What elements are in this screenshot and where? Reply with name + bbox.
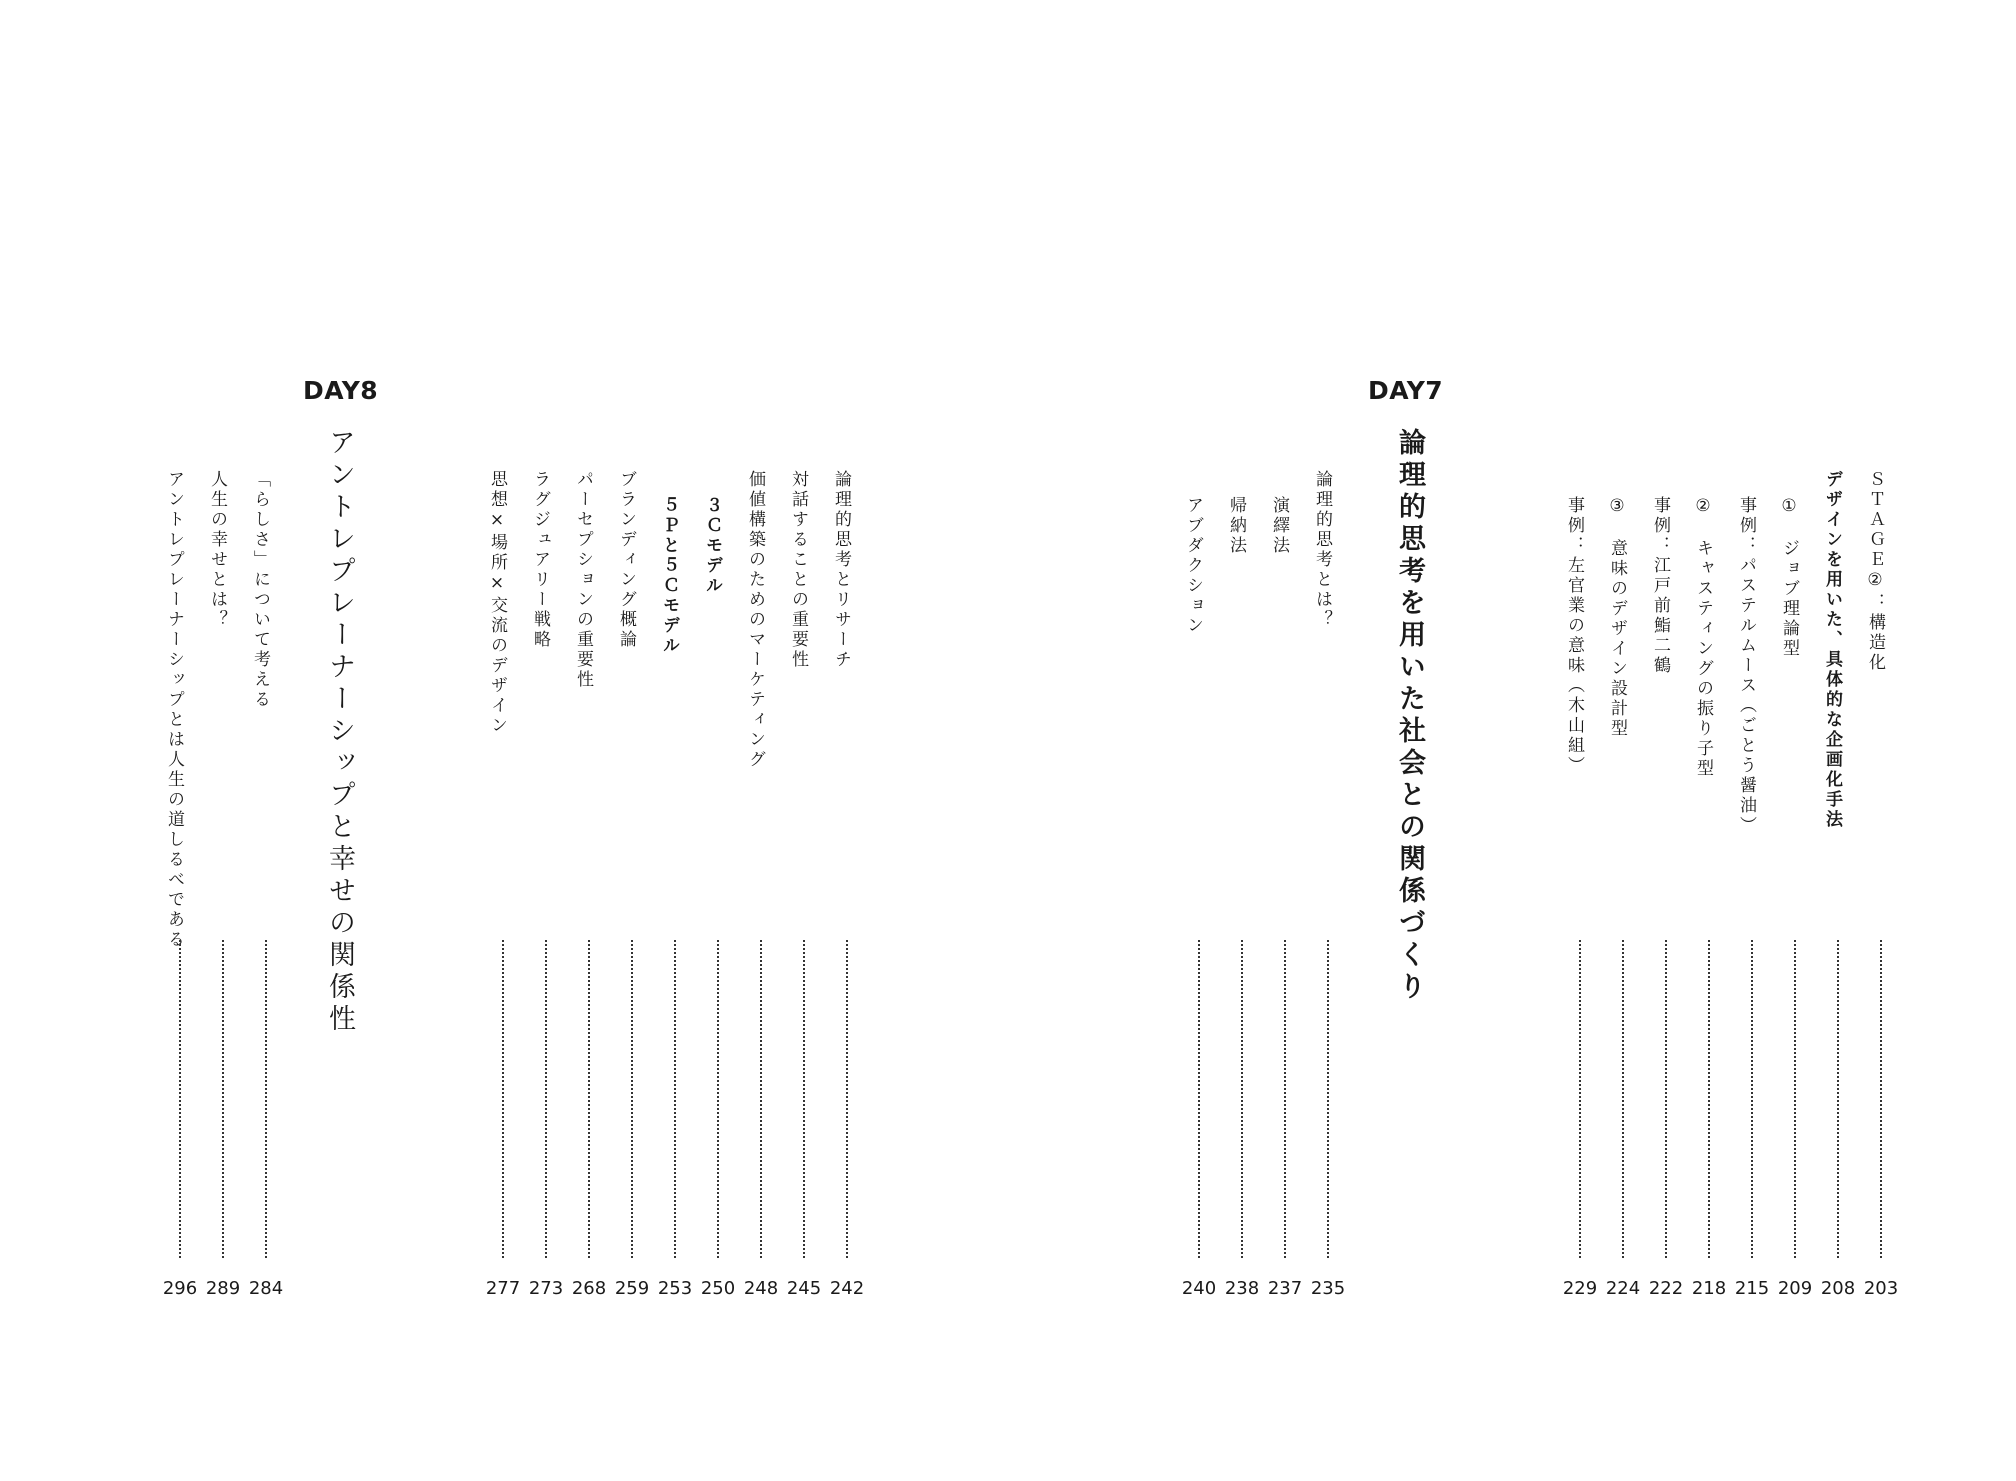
- toc-entry-title: パーセプションの重要性: [573, 470, 593, 690]
- toc-entry-title: 帰納法: [1226, 496, 1246, 556]
- toc-entry: [205, 470, 241, 1299]
- toc-page-number: 218: [1691, 1278, 1727, 1299]
- dot-leader: [545, 940, 547, 1258]
- toc-entry-title: 人生の幸せとは？: [207, 470, 227, 630]
- toc-entry: [1267, 496, 1303, 1318]
- dot-leader: [265, 940, 267, 1258]
- dot-leader: [1327, 940, 1329, 1258]
- toc-page-number: 284: [248, 1278, 284, 1299]
- toc-entry-title: 事例：左官業の意味（木山組）: [1564, 496, 1584, 776]
- toc-entry: [743, 470, 779, 1299]
- dot-leader: [1284, 940, 1286, 1258]
- dot-leader: [1241, 940, 1243, 1258]
- toc-entry-title: ３Ｃモデル: [702, 496, 722, 596]
- toc-entry: [1224, 496, 1260, 1318]
- toc-entry-title: ① ジョブ理論型: [1779, 496, 1799, 659]
- toc-entry-title: デザインを用いた、具体的な企画化手法: [1822, 470, 1842, 830]
- toc-entry-title: ５Ｐと５Ｃモデル: [659, 496, 679, 656]
- toc-entry: [1863, 470, 1899, 1299]
- day7-label: DAY7: [1368, 376, 1444, 405]
- toc-entry: [485, 470, 521, 1299]
- toc-page-number: 277: [485, 1278, 521, 1299]
- toc-entry: [614, 470, 650, 1299]
- toc-entry-title: ③ 意味のデザイン設計型: [1607, 496, 1627, 739]
- dot-leader: [1198, 940, 1200, 1258]
- dot-leader: [1794, 940, 1796, 1258]
- dot-leader: [760, 940, 762, 1258]
- toc-page-number: 250: [700, 1278, 736, 1299]
- toc-page-number: 208: [1820, 1278, 1856, 1299]
- toc-page-number: 209: [1777, 1278, 1813, 1299]
- dot-leader: [502, 940, 504, 1258]
- toc-entry-title: 対話することの重要性: [788, 470, 808, 670]
- toc-entry: [1777, 496, 1813, 1318]
- toc-entry-title: アブダクション: [1183, 496, 1203, 636]
- toc-entry: [657, 496, 693, 1318]
- dot-leader: [1665, 940, 1667, 1258]
- toc-entry-title: ラグジュアリー戦略: [530, 470, 550, 650]
- toc-entry-title: 論理的思考とは？: [1312, 470, 1332, 630]
- day8-label: DAY8: [303, 376, 379, 405]
- toc-page-number: 215: [1734, 1278, 1770, 1299]
- dot-leader: [1622, 940, 1624, 1258]
- toc-page-number: 248: [743, 1278, 779, 1299]
- toc-entry: [528, 470, 564, 1299]
- toc-page-number: 268: [571, 1278, 607, 1299]
- dot-leader: [674, 940, 676, 1258]
- day8-chapter-title: アントレプレーナーシップと幸せの関係性: [324, 428, 355, 1036]
- right-page: [1008, 0, 2016, 1481]
- day7-chapter-title: 論理的思考を用いた社会との関係づくり: [1394, 428, 1425, 1004]
- toc-page-number: 203: [1863, 1278, 1899, 1299]
- toc-page-number: 253: [657, 1278, 693, 1299]
- toc-entry: [248, 470, 284, 1299]
- toc-entry: [1310, 470, 1346, 1299]
- toc-page-number: 245: [786, 1278, 822, 1299]
- toc-page-number: 259: [614, 1278, 650, 1299]
- toc-entry: [700, 496, 736, 1318]
- dot-leader: [179, 940, 181, 1258]
- toc-entry: [1648, 496, 1684, 1318]
- dot-leader: [717, 940, 719, 1258]
- toc-entry: [1820, 470, 1856, 1299]
- toc-entry: [571, 470, 607, 1299]
- dot-leader: [1880, 940, 1882, 1258]
- toc-entry-title: アントレプレーナーシップとは人生の道しるべである: [164, 470, 184, 950]
- dot-leader: [1708, 940, 1710, 1258]
- toc-page-number: 237: [1267, 1278, 1303, 1299]
- toc-page-number: 235: [1310, 1278, 1346, 1299]
- dot-leader: [631, 940, 633, 1258]
- toc-page-number: 222: [1648, 1278, 1684, 1299]
- dot-leader: [588, 940, 590, 1258]
- toc-entry-title: 価値構築のためのマーケティング: [745, 470, 765, 770]
- toc-entry-title: ブランディング概論: [616, 470, 636, 650]
- toc-entry-title: ② キャスティングの振り子型: [1693, 496, 1713, 779]
- toc-page-number: 289: [205, 1278, 241, 1299]
- toc-entry-title: 「らしさ」について考える: [250, 470, 270, 710]
- toc-entry: [1562, 496, 1598, 1318]
- toc-entry: [162, 470, 198, 1299]
- dot-leader: [1579, 940, 1581, 1258]
- toc-entry: [1605, 496, 1641, 1318]
- dot-leader: [222, 940, 224, 1258]
- dot-leader: [846, 940, 848, 1258]
- toc-entry-title: 思想×場所×交流のデザイン: [487, 470, 507, 736]
- toc-entry: [786, 470, 822, 1299]
- toc-page-number: 240: [1181, 1278, 1217, 1299]
- toc-page-number: 273: [528, 1278, 564, 1299]
- toc-entry-title: 論理的思考とリサーチ: [831, 470, 851, 670]
- toc-page-number: 296: [162, 1278, 198, 1299]
- toc-page-number: 224: [1605, 1278, 1641, 1299]
- toc-entry: [1691, 496, 1727, 1318]
- toc-entry-title: ＳＴＡＧＥ②：構造化: [1865, 470, 1885, 673]
- toc-entry: [1181, 496, 1217, 1318]
- toc-page-number: 229: [1562, 1278, 1598, 1299]
- toc-entry: [1734, 496, 1770, 1318]
- toc-entry-title: 事例：パステルムース（ごとう醤油）: [1736, 496, 1756, 836]
- dot-leader: [803, 940, 805, 1258]
- dot-leader: [1751, 940, 1753, 1258]
- dot-leader: [1837, 940, 1839, 1258]
- toc-page-number: 242: [829, 1278, 865, 1299]
- toc-page-number: 238: [1224, 1278, 1260, 1299]
- toc-entry-title: 事例：江戸前鮨二鶴: [1650, 496, 1670, 676]
- toc-entry: [829, 470, 865, 1299]
- toc-entry-title: 演繹法: [1269, 496, 1289, 556]
